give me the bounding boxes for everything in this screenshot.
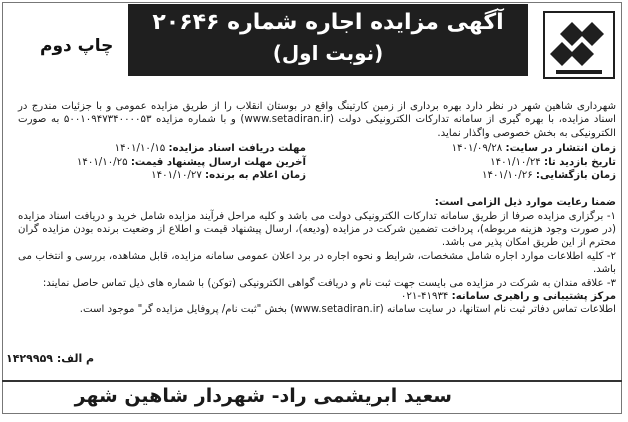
note-item: ۱- برگزاری مزایده صرفا از طریق سامانه تدارکات الکترونیکی دولت می باشد و کلیه مراحل فرآیند مزایده شامل خرید و دریافت اسناد مزایده (در صورت وجود هزینه مربوطه)، پرداخت تضمین شرکت در مزایده (ودیعه)، ارسال پیشنهاد قیمت و اطلاع از وضعیت برنده بودن مزایده گران محترم از این طریق امکان پذیر می باشد. [18,210,616,249]
dates-right [326,142,616,182]
municipality-logo-icon [542,10,616,80]
ad-title-bar [128,4,528,76]
intro-paragraph: شهرداری شاهین شهر در نظر دارد بهره برداری از زمین کارتینگ واقع در بوستان انقلاب را از طریق مزایده عمومی و با جزئیات مندرج در اسناد مزایده، با بهره گیری از سامانه تدارکات الکترونیکی دولت (www.setadiran.ir) و با شماره مزایده ۵۰۰۱۰۹۴۷۳۴۰۰۰۰۵۳ به صورت الکترونیکی به بخش خصوصی واگذار نماید. [18,101,616,139]
notes-heading: ضمنا رعایت موارد ذیل الزامی است: [434,197,616,209]
date-row: زمان بازگشایی: ۱۴۰۱/۱۰/۲۶ [482,170,616,181]
signature: سعید ابریشمی راد- شهردار شاهین شهر [74,385,452,407]
registration-note: اطلاعات تماس دفاتر ثبت نام استانها، در سایت سامانه (www.setadiran.ir) بخش "ثبت نام/ پروفایل مزایده گر" موجود است. [79,304,616,316]
dates-left [16,142,306,182]
note-item: ۳- علاقه مندان به شرکت در مزایده می بایست جهت ثبت نام و دریافت گواهی الکترونیکی (توکن) با شماره های ذیل تماس حاصل نمایند: [42,277,616,289]
date-row: مهلت دریافت اسناد مزایده: ۱۴۰۱/۱۰/۱۵ [114,143,306,155]
print-badge: چاپ دوم [40,36,114,56]
date-row: زمان اعلام به برنده: ۱۴۰۱/۱۰/۲۷ [151,170,306,181]
reference-code: م الف: ۱۴۲۹۹۵۹ [6,352,95,365]
date-row: آخرین مهلت ارسال پیشنهاد قیمت: ۱۴۰۱/۱۰/۲۵ [76,156,306,168]
note-item: ۲- کلیه اطلاعات موارد اجاره شامل مشخصات، شرایط و نحوه اجاره در برد اعلان عمومی سامانه مزایده، قابل مشاهده، بررسی و انتخاب می باشد. [18,250,616,276]
ad-body [18,100,616,317]
ad-footer [2,352,622,414]
ad-title: آگهی مزایده اجاره شماره ۲۰۶۴۶ [152,10,504,35]
ad-subtitle: (نوبت اول) [272,41,384,65]
dates-grid [18,142,616,196]
date-row: تاریخ بازدید تا: ۱۴۰۱/۱۰/۲۴ [490,156,616,168]
date-row: زمان انتشار در سایت: ۱۴۰۱/۰۹/۲۸ [451,143,616,155]
support-line: مرکز پشتیبانی و راهبری سامانه: ۴۱۹۳۴-۰۲۱ [400,291,616,303]
